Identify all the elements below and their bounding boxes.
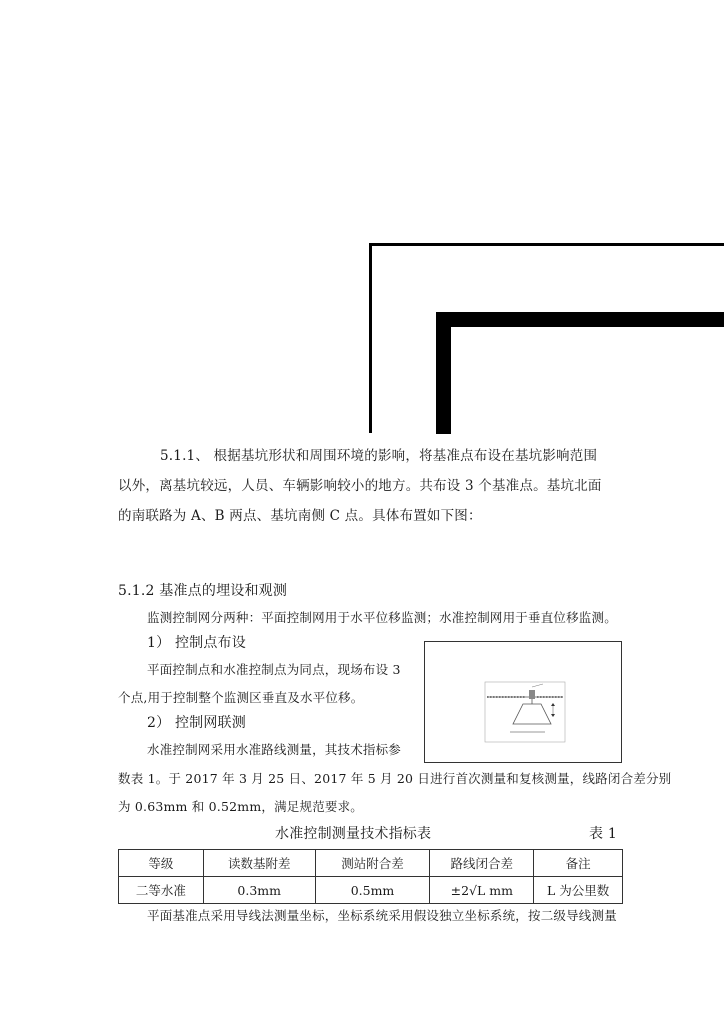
decorative-frame-outer-top [369,243,724,246]
item-2-line-3: 为 0.63mm 和 0.52mm，满足规范要求。 [118,799,363,814]
item-2-line-1: 水准控制网采用水准路线测量，其技术指标参 [147,742,402,757]
decorative-frame-inner-top [436,312,724,327]
paragraph-511-line-1: 5.1.1、 根据基坑形状和周围环境的影响，将基准点布设在基坑影响范围 [160,448,598,464]
item-2-title: 2） 控制网联测 [147,715,246,731]
benchmark-diagram-graphic [425,642,621,762]
table-header-cell: 读数基附差 [203,850,315,877]
table-header-cell: 测站附合差 [315,850,430,877]
technical-spec-table [118,849,623,904]
paragraph-511-line-3: 的南联路为 A、B 两点、基坑南侧 C 点。具体布置如下图： [118,508,482,524]
item-1-title: 1） 控制点布设 [147,635,246,651]
item-1-line-1: 平面控制点和水准控制点为同点，现场布设 3 [147,662,401,677]
table-header-cell: 等级 [119,850,204,877]
item-2-line-2: 数表 1。于 2017 年 3 月 25 日、2017 年 5 月 20 日进行首次测量和复核测量，线路闭合差分别 [118,771,672,786]
decorative-frame-outer-left [369,243,372,433]
table-header-cell: 路线闭合差 [430,850,534,877]
paragraph-511-line-2: 以外，离基坑较远，人员、车辆影响较小的地方。共布设 3 个基准点。基坑北面 [118,478,602,494]
item-1-line-2: 个点,用于控制整个监测区垂直及水平位移。 [118,690,364,705]
paragraph-512-intro: 监测控制网分两种：平面控制网用于水平位移监测；水准控制网用于垂直位移监测。 [147,610,617,625]
benchmark-diagram-figure [424,641,622,763]
table-cell: 0.5mm [315,877,430,904]
table-cell: ±2√L mm [430,877,534,904]
table-header-cell: 备注 [534,850,623,877]
table-cell: 0.3mm [203,877,315,904]
table-number: 表 1 [589,826,617,842]
table-cell: 二等水准 [119,877,204,904]
table-row [119,877,623,904]
decorative-frame-inner-left [436,312,451,434]
table-cell: L 为公里数 [534,877,623,904]
table-title: 水准控制测量技术指标表 [275,826,432,842]
section-heading-512: 5.1.2 基准点的埋设和观测 [118,583,288,599]
footer-paragraph-line: 平面基准点采用导线法测量坐标，坐标系统采用假设独立坐标系统，按二级导线测量 [147,908,617,923]
table-header-row [119,850,623,877]
